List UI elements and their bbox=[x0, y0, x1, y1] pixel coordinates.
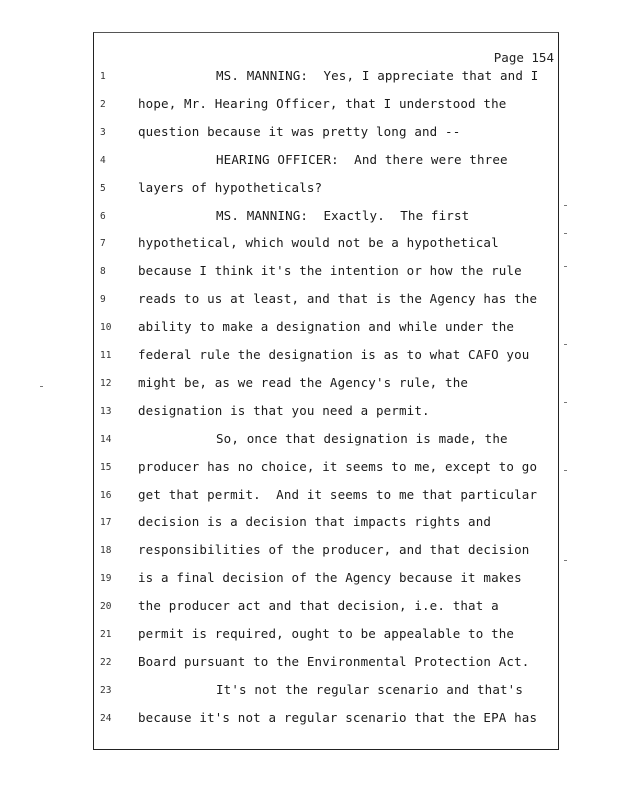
transcript-line bbox=[0, 403, 560, 423]
line-number: 16 bbox=[100, 489, 112, 501]
line-text: It's not the regular scenario and that's bbox=[216, 681, 524, 697]
line-text: responsibilities of the producer, and that decision bbox=[138, 542, 530, 558]
transcript-line bbox=[0, 96, 560, 116]
line-number: 7 bbox=[100, 238, 106, 250]
line-text: because it's not a regular scenario that the EPA has bbox=[138, 709, 538, 725]
line-number: 9 bbox=[100, 294, 106, 306]
transcript-line bbox=[0, 124, 560, 144]
line-text: hope, Mr. Hearing Officer, that I understood the bbox=[138, 95, 507, 111]
margin-tick bbox=[564, 266, 567, 267]
line-number: 23 bbox=[100, 684, 112, 696]
line-text: reads to us at least, and that is the Agency has the bbox=[138, 291, 538, 307]
margin-tick bbox=[564, 402, 567, 403]
transcript-line bbox=[0, 152, 560, 172]
transcript-line bbox=[0, 319, 560, 339]
margin-tick bbox=[564, 233, 567, 234]
transcript-line bbox=[0, 291, 560, 311]
transcript-line bbox=[0, 375, 560, 395]
line-text: designation is that you need a permit. bbox=[138, 402, 430, 418]
line-number: 22 bbox=[100, 656, 112, 668]
transcript-line bbox=[0, 487, 560, 507]
margin-tick bbox=[564, 205, 567, 206]
line-text: layers of hypotheticals? bbox=[138, 179, 323, 195]
line-text: MS. MANNING: Yes, I appreciate that and I bbox=[216, 68, 539, 83]
line-number: 11 bbox=[100, 350, 112, 361]
line-number: 13 bbox=[100, 405, 112, 417]
margin-tick bbox=[564, 560, 567, 561]
transcript-line bbox=[0, 347, 560, 367]
line-number: 15 bbox=[100, 461, 112, 473]
line-number: 20 bbox=[100, 601, 112, 613]
transcript-line bbox=[0, 208, 560, 228]
margin-tick bbox=[564, 344, 567, 345]
line-text: get that permit. And it seems to me that particular bbox=[138, 486, 538, 502]
transcript-line bbox=[0, 180, 560, 200]
transcript-line bbox=[0, 682, 560, 702]
transcript-line bbox=[0, 514, 560, 534]
margin-tick bbox=[564, 470, 567, 471]
line-text: is a final decision of the Agency because it makes bbox=[138, 570, 522, 586]
line-number: 18 bbox=[100, 545, 112, 557]
line-text: hypothetical, which would not be a hypothetical bbox=[138, 235, 499, 251]
line-text: MS. MANNING: Exactly. The first bbox=[216, 207, 470, 223]
transcript-line bbox=[0, 626, 560, 646]
line-text: might be, as we read the Agency's rule, the bbox=[138, 374, 469, 390]
line-number: 14 bbox=[100, 433, 112, 445]
page-number: Page 154 bbox=[493, 50, 554, 65]
transcript-line bbox=[0, 710, 560, 730]
line-number: 8 bbox=[100, 266, 106, 278]
transcript-line bbox=[0, 598, 560, 618]
line-number: 10 bbox=[100, 322, 112, 334]
line-number: 4 bbox=[100, 154, 106, 166]
line-text: the producer act and that decision, i.e. that a bbox=[138, 598, 499, 614]
line-number: 19 bbox=[100, 573, 112, 585]
line-text: ability to make a designation and while under the bbox=[138, 319, 515, 335]
line-number: 5 bbox=[100, 182, 106, 194]
line-text: question because it was pretty long and -- bbox=[138, 123, 461, 139]
transcript-line bbox=[0, 431, 560, 451]
line-text: because I think it's the intention or how the rule bbox=[138, 263, 522, 279]
line-text: permit is required, ought to be appealable to the bbox=[138, 626, 515, 641]
line-number: 2 bbox=[100, 98, 106, 110]
line-text: So, once that designation is made, the bbox=[216, 430, 508, 446]
margin-tick bbox=[40, 386, 43, 387]
line-number: 21 bbox=[100, 629, 112, 640]
line-number: 3 bbox=[100, 126, 106, 138]
line-text: Board pursuant to the Environmental Protection Act. bbox=[138, 653, 530, 669]
transcript-line bbox=[0, 570, 560, 590]
line-number: 1 bbox=[100, 71, 106, 82]
line-number: 24 bbox=[100, 712, 112, 724]
transcript-line bbox=[0, 654, 560, 674]
transcript-line bbox=[0, 263, 560, 283]
line-text: federal rule the designation is as to what CAFO you bbox=[138, 347, 530, 362]
line-text: decision is a decision that impacts rights and bbox=[138, 514, 492, 530]
transcript-line bbox=[0, 459, 560, 479]
line-number: 12 bbox=[100, 377, 112, 389]
line-number: 6 bbox=[100, 210, 106, 222]
transcript-line bbox=[0, 235, 560, 255]
line-number: 17 bbox=[100, 517, 112, 529]
transcript-line bbox=[0, 68, 560, 88]
line-text: producer has no choice, it seems to me, except to go bbox=[138, 458, 538, 474]
line-text: HEARING OFFICER: And there were three bbox=[216, 151, 508, 167]
transcript-line bbox=[0, 542, 560, 562]
